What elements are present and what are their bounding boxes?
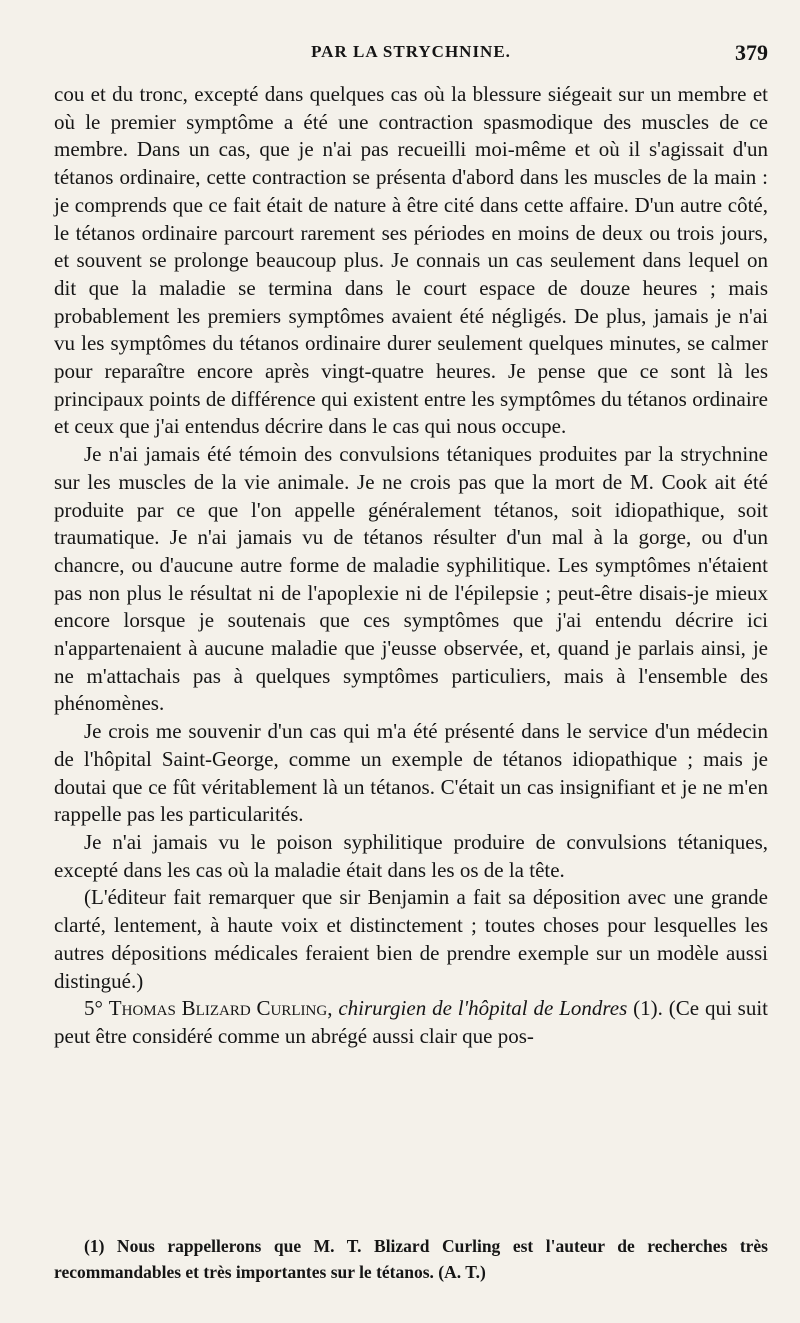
witness-name: Thomas Blizard Curling, (108, 996, 333, 1021)
page-header (54, 38, 768, 68)
paragraph: cou et du tronc, excepté dans quelques cas où la blessure siégeait sur un membre et où le premier symptôme a été une contraction spasmodique des muscles de ce membre. Dans un cas, que je n'ai pas recueilli moi-même et où il s'agissait d'un tétanos ordinaire, cette contraction se présenta d'abord dans les muscles de la main : je comprends que ce fait était de nature à être cité dans cette affaire. D'un autre côté, le tétanos ordinaire parcourt rarement ses périodes en moins de deux ou trois jours, et souvent se prolonge beaucoup plus. Je connais un cas seulement dans lequel on dit que la maladie se termina dans le court espace de douze heures ; mais probablement les premiers symptômes avaient été négligés. De plus, jamais je n'ai vu les symptômes du tétanos ordinaire durer seulement quelques minutes, se calmer pour reparaître encore après vingt-quatre heures. Je pense que ce sont là les principaux points de différence qui existent entre les symptômes du tétanos ordinaire et ceux que j'ai entendus décrire dans le cas qui nous occupe. (54, 82, 768, 439)
page-number: 379 (735, 40, 768, 65)
footnotes (54, 1233, 768, 1285)
paragraph: Je crois me souvenir d'un cas qui m'a été présenté dans le service d'un médecin de l'hôpital Saint-George, comme un exemple de tétanos idiopathique ; mais je doutai que ce fût véritablement là un tétanos. C'était un cas insignifiant et je ne m'en rappelle pas les particularités. (54, 719, 768, 827)
paragraph: Je n'ai jamais vu le poison syphilitique produire de convulsions tétaniques, excepté dans les cas où la maladie était dans les os de la tête. (54, 829, 768, 882)
footnote-reference: (1). (633, 996, 663, 1021)
witness-continuation: (Ce qui suit peut être considéré comme un abrégé aussi clair que pos- (54, 996, 768, 1048)
witness-number: 5° (84, 996, 103, 1021)
footnote: (1) Nous rappellerons que M. T. Blizard Curling est l'auteur de recherches très recommandables et très importantes sur le tétanos. (A. T.) (54, 1236, 768, 1282)
paragraph: (L'éditeur fait remarquer que sir Benjamin a fait sa déposition avec une grande clarté, lentement, à haute voix et distinctement ; toutes choses pour lesquelles les autres dépositions médicales feraient bien de prendre exemple sur un modèle aussi distingué.) (54, 885, 768, 993)
paragraph: Je n'ai jamais été témoin des convulsions tétaniques produites par la strychnine sur les muscles de la vie animale. Je ne crois pas que la mort de M. Cook ait été produite par ce que l'on appelle généralement tétanos, soit idiopathique, soit traumatique. Je n'ai jamais vu de tétanos résulter d'un mal à la gorge, ou d'un chancre, ou d'aucune autre forme de maladie syphilitique. Les symptômes n'étaient pas non plus le résultat ni de l'apoplexie ni de l'épilepsie ; peut-être disais-je mieux encore lorsque je soutenais que ces symptômes que j'ai entendu décrire ici n'appartenaient à aucune maladie que j'eusse observée, et, quand je parlais ainsi, je ne m'attachais pas à quelques symptômes particuliers, mais à l'ensemble des phénomènes. (54, 442, 768, 716)
witness-title: chirurgien de l'hôpital de Londres (338, 996, 628, 1021)
witness-paragraph (54, 995, 768, 1050)
running-title: PAR LA STRYCHNINE. (311, 42, 511, 61)
body-text (54, 81, 768, 1051)
